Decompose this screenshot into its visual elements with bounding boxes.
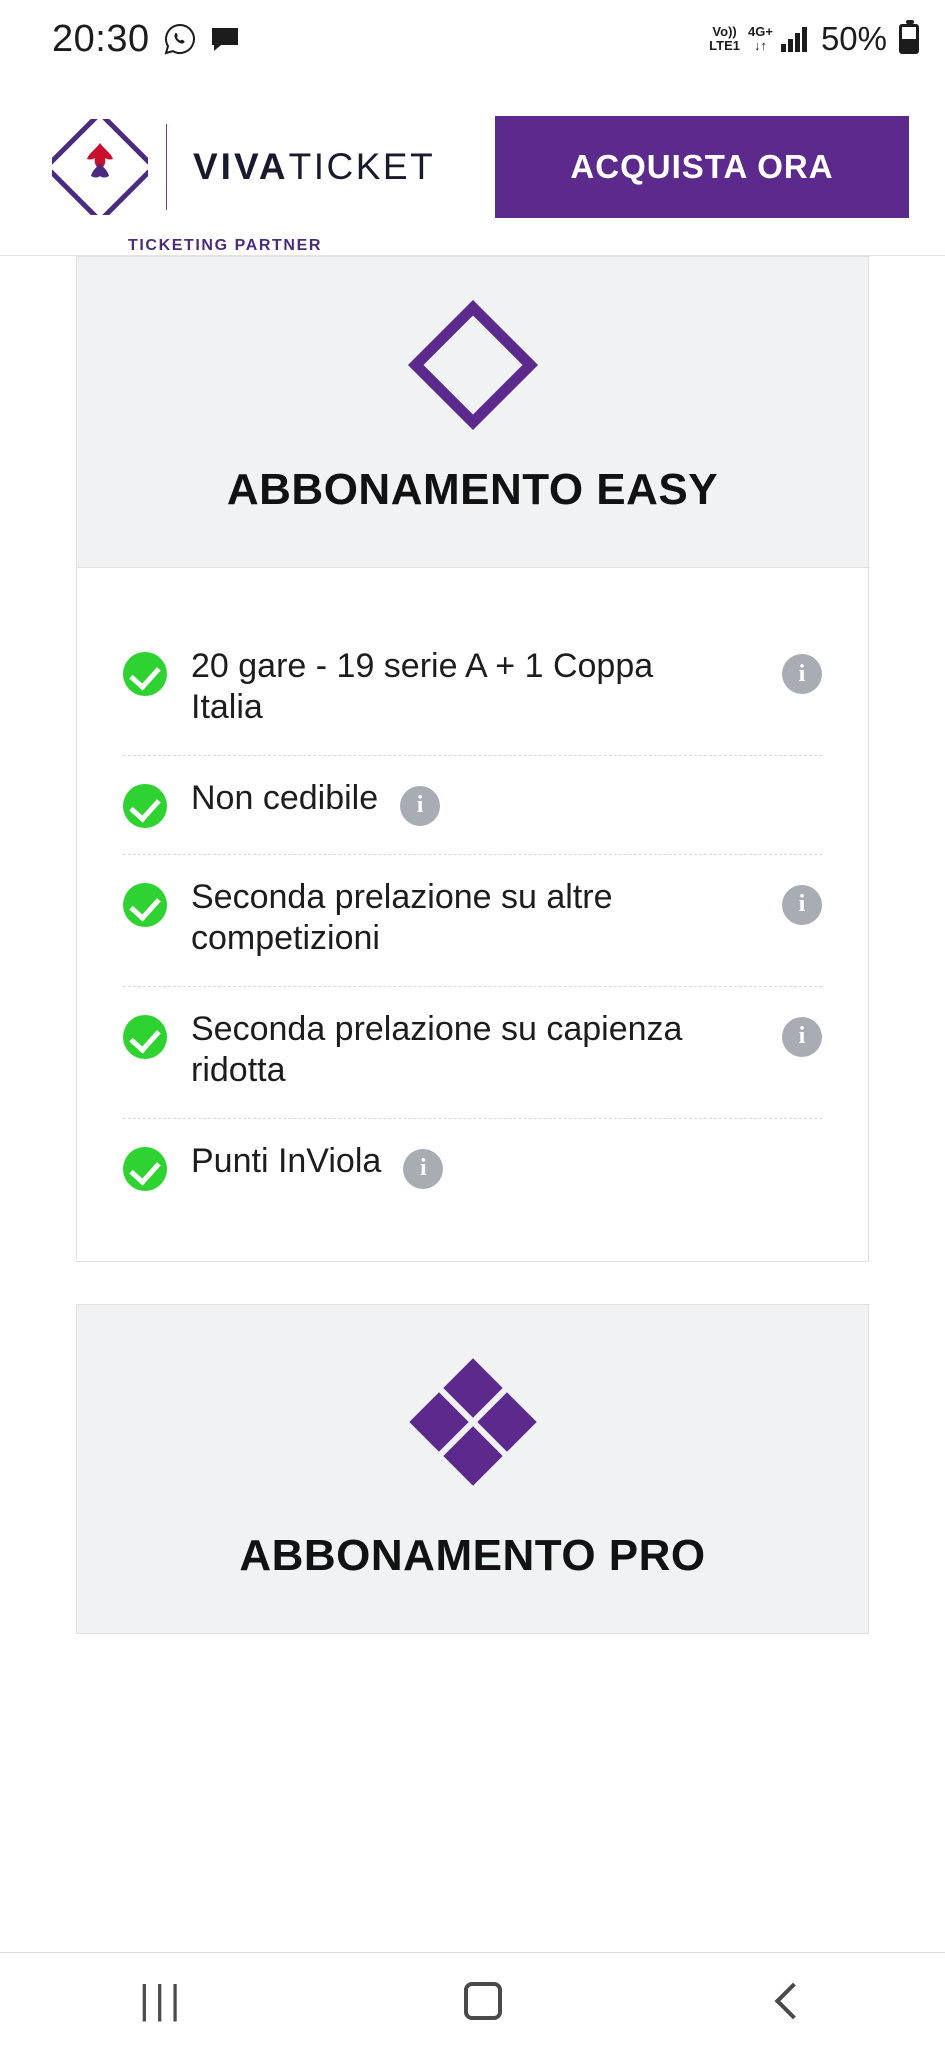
acquista-ora-button[interactable]: ACQUISTA ORA xyxy=(495,116,909,218)
info-icon[interactable]: i xyxy=(782,1017,822,1057)
feature-label: Non cedibile xyxy=(191,778,379,817)
check-icon xyxy=(123,883,167,927)
check-icon xyxy=(123,652,167,696)
volte-top-label: Vo)) xyxy=(712,24,737,40)
feature-row xyxy=(123,1119,822,1217)
info-icon[interactable]: i xyxy=(782,654,822,694)
check-icon xyxy=(123,784,167,828)
brand-divider xyxy=(166,124,167,210)
card-title-pro: ABBONAMENTO PRO xyxy=(239,1530,706,1580)
card-header-pro xyxy=(77,1305,868,1633)
status-bar xyxy=(0,0,945,78)
back-button[interactable] xyxy=(774,1982,811,2019)
info-icon[interactable]: i xyxy=(403,1149,443,1189)
feature-body xyxy=(167,646,822,729)
feature-list-easy xyxy=(77,568,868,1261)
home-button[interactable] xyxy=(464,1982,502,2020)
vivaticket-diamond-logo-icon xyxy=(52,119,148,215)
volte-indicator xyxy=(709,25,740,52)
ticketing-partner-label: TICKETING PARTNER xyxy=(128,236,323,254)
feature-label: Seconda prelazione su altre competizioni xyxy=(191,877,613,958)
brand-wordmark xyxy=(193,146,435,188)
site-header xyxy=(0,78,945,256)
single-diamond-icon xyxy=(407,300,537,430)
feature-row xyxy=(123,756,822,855)
subscription-card-easy xyxy=(76,256,869,1262)
subscription-card-pro xyxy=(76,1304,869,1634)
feature-row xyxy=(123,987,822,1119)
volte-bottom-label: LTE1 xyxy=(709,38,740,53)
feature-label: Seconda prelazione su capienza ridotta xyxy=(191,1009,683,1090)
whatsapp-icon xyxy=(164,23,196,55)
info-icon[interactable]: i xyxy=(400,786,440,826)
card-header-easy xyxy=(77,257,868,568)
status-bar-left xyxy=(52,18,240,61)
info-icon[interactable]: i xyxy=(782,885,822,925)
data-arrows-icon: ↓↑ xyxy=(753,38,767,53)
page-content xyxy=(0,256,945,1952)
four-diamond-cluster-icon xyxy=(418,1367,528,1477)
feature-row xyxy=(123,624,822,756)
battery-percent-label: 50% xyxy=(820,20,887,57)
feature-label: 20 gare - 19 serie A + 1 Coppa Italia xyxy=(191,647,654,727)
signal-bars-icon xyxy=(781,26,807,52)
feature-body xyxy=(167,778,822,826)
brand-lockup[interactable] xyxy=(52,119,436,254)
feature-label: Punti InViola xyxy=(191,1141,382,1180)
status-bar-right xyxy=(709,20,919,58)
check-icon xyxy=(123,1147,167,1191)
android-navigation-bar xyxy=(0,1952,945,2048)
feature-row xyxy=(123,855,822,987)
recents-button[interactable]: ||| xyxy=(139,1978,186,2022)
check-icon xyxy=(123,1015,167,1059)
messages-icon xyxy=(210,24,240,54)
status-clock: 20:30 xyxy=(52,17,150,60)
network-type-label: 4G+ xyxy=(748,24,773,40)
feature-body xyxy=(167,1141,822,1189)
brand-word-light: TICKET xyxy=(288,145,436,187)
feature-body xyxy=(167,877,822,960)
network-type-indicator xyxy=(748,25,773,52)
card-title-easy: ABBONAMENTO EASY xyxy=(226,465,719,514)
battery-icon xyxy=(899,24,919,54)
feature-body xyxy=(167,1009,822,1092)
brand-word-bold: VIVA xyxy=(193,145,289,187)
